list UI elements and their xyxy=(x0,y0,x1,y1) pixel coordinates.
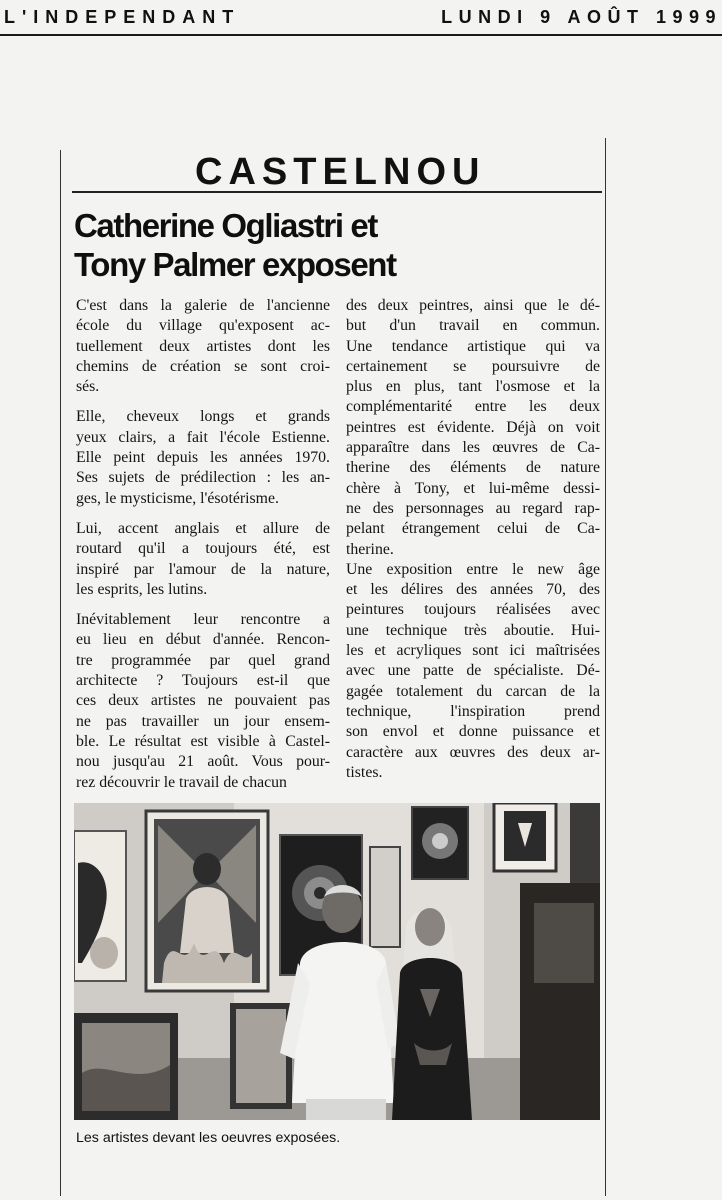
text-line: son envol et donne puissance et xyxy=(346,723,600,741)
article-column-left xyxy=(76,296,330,793)
text-line: ble. Le résultat est visible à Castel- xyxy=(76,732,330,750)
clipping-left-rule xyxy=(60,150,61,1196)
article-paragraph xyxy=(76,407,330,508)
exhibition-photo xyxy=(74,803,600,1120)
text-line: rez découvrir le travail de chacun xyxy=(76,773,287,791)
text-line: sés. xyxy=(76,378,100,396)
text-line: Lui, accent anglais et allure de xyxy=(76,519,330,537)
text-line: technique, l'inspiration prend xyxy=(346,702,600,720)
text-line: les esprits, les lutins. xyxy=(76,580,208,598)
text-line: une technique très aboutie. Hui- xyxy=(346,621,600,639)
text-line: ges, le mysticisme, l'ésotérisme. xyxy=(76,489,279,507)
article-paragraph xyxy=(346,560,600,783)
painting-left xyxy=(74,831,126,981)
text-line: Elle peint depuis les années 1970. xyxy=(76,449,330,467)
text-line: nou jusqu'au 21 août. Vous pour- xyxy=(76,753,330,771)
text-line: les et acryliques sont ici maîtrisées xyxy=(346,642,600,660)
masthead-date: LUNDI 9 AOÛT 1999 xyxy=(441,7,722,27)
text-line: Inévitablement leur rencontre a xyxy=(76,611,330,629)
clipping-right-rule xyxy=(605,138,606,1196)
text-line: tuellement deux artistes dont les xyxy=(76,337,330,355)
text-line: et les délires des années 70, des xyxy=(346,581,600,599)
article-column-right xyxy=(346,296,600,783)
text-line: architecte ? Toujours est-il que xyxy=(76,672,330,690)
text-line: ces deux artistes ne pouvaient pas xyxy=(76,692,330,710)
newspaper-masthead xyxy=(0,0,722,36)
text-line: ne pas travailler un jour ensem- xyxy=(76,712,330,730)
text-line: peintres est évidente. Déjà on voit xyxy=(346,418,600,436)
text-line: eu lieu en début d'année. Rencon- xyxy=(76,631,330,649)
text-line: complémentarité entre les deux xyxy=(346,398,600,416)
text-line: chère à Tony, et lui-même dessi- xyxy=(346,479,600,497)
text-line: certainement se poursuivre de xyxy=(346,357,600,375)
text-line: routard qu'il a toujours été, est xyxy=(76,540,330,558)
text-line: Une tendance artistique qui va xyxy=(346,337,600,355)
text-line: tistes. xyxy=(346,763,383,781)
text-line: avec une patte de spécialiste. Dé- xyxy=(346,662,600,680)
text-line: therine des éléments de nature xyxy=(346,459,600,477)
article-headline xyxy=(74,206,594,284)
text-line: peintures toujours réalisées avec xyxy=(346,601,600,619)
photo-caption: Les artistes devant les oeuvres exposées. xyxy=(76,1130,341,1146)
painting-angel xyxy=(146,811,268,991)
text-line: Une exposition entre le new âge xyxy=(346,560,600,578)
text-line: plus en plus, tant l'osmose et la xyxy=(346,378,600,396)
article-paragraph xyxy=(76,610,330,793)
article-paragraph xyxy=(346,296,600,560)
text-line: ne des personnages au regard rap- xyxy=(346,499,600,517)
text-line: C'est dans la galerie de l'ancienne xyxy=(76,297,330,314)
text-line: gagée totalement du carcan de la xyxy=(346,682,600,700)
headline-line: Tony Palmer exposent xyxy=(74,246,396,283)
text-line: caractère aux œuvres des deux ar- xyxy=(346,743,600,761)
text-line: inspiré par l'amour de la nature, xyxy=(76,560,330,578)
article-kicker: CASTELNOU xyxy=(195,151,486,193)
article-paragraph xyxy=(76,519,330,600)
article-paragraph xyxy=(76,296,330,397)
text-line: école du village qu'exposent ac- xyxy=(76,317,330,335)
text-line: but d'un travail en commun. xyxy=(346,317,600,335)
text-line: des deux peintres, ainsi que le dé- xyxy=(346,297,600,314)
text-line: pelant étrangement celui de Ca- xyxy=(346,520,600,538)
text-line: chemins de création se sont croi- xyxy=(76,357,330,375)
headline-line: Catherine Ogliastri et xyxy=(74,207,377,244)
text-line: tre programmée par quel grand xyxy=(76,651,330,669)
text-line: apparaître dans les œuvres de Ca- xyxy=(346,439,600,457)
text-line: Ses sujets de prédilection : les an- xyxy=(76,469,330,487)
text-line: Elle, cheveux longs et grands xyxy=(76,408,330,426)
text-line: therine. xyxy=(346,540,394,558)
text-line: yeux clairs, a fait l'école Estienne. xyxy=(76,428,330,446)
masthead-paper-name: L'INDEPENDANT xyxy=(4,7,241,27)
